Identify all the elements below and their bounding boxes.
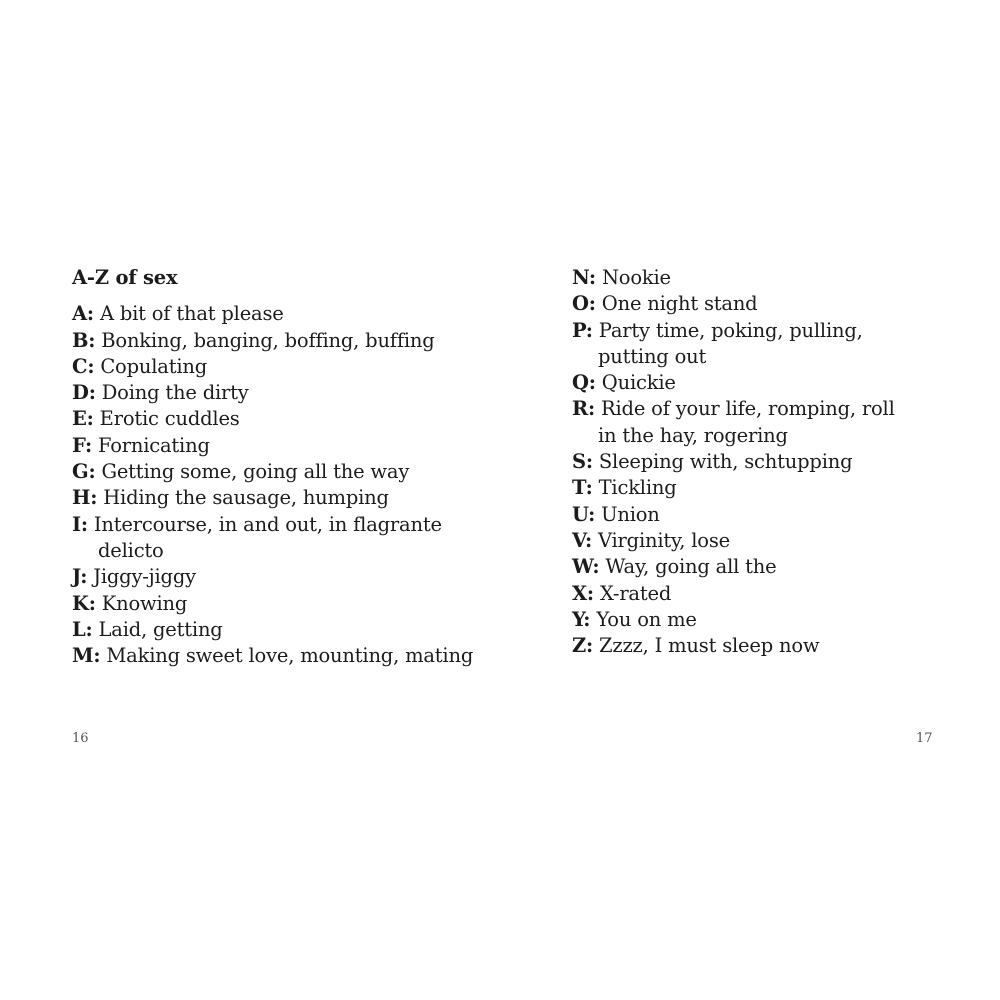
entry-text: Bonking, banging, boffing, buffing — [101, 328, 435, 352]
entry-letter: O: — [572, 292, 596, 316]
entry-letter: X: — [572, 581, 594, 605]
entry-letter: U: — [572, 502, 596, 526]
entry-text: X-rated — [599, 581, 672, 605]
entry-text: Ride of your life, romping, roll in the hay, rogering — [598, 397, 895, 447]
entry-text: Getting some, going all the way — [101, 460, 410, 484]
list-item — [72, 301, 492, 327]
list-item — [572, 291, 902, 317]
entry-text: Way, going all the — [605, 555, 777, 579]
list-item — [72, 354, 492, 380]
entry-text: Union — [601, 502, 660, 526]
list-item — [72, 485, 492, 511]
entry-letter: S: — [572, 450, 593, 474]
entry-letter: E: — [72, 407, 94, 431]
entry-text: Fornicating — [97, 433, 210, 457]
left-entry-list — [72, 301, 492, 669]
list-item — [572, 318, 902, 371]
list-item — [572, 633, 902, 659]
right-entry-list — [572, 265, 902, 659]
list-item — [572, 475, 902, 501]
entry-text: Copulating — [100, 354, 208, 378]
entry-letter: Y: — [572, 607, 591, 631]
entry-text: Jiggy-jiggy — [93, 565, 196, 589]
page-number-left: 16 — [72, 731, 89, 746]
entry-letter: Z: — [572, 634, 594, 658]
entry-text: Virginity, lose — [597, 528, 730, 552]
list-item — [572, 449, 902, 475]
left-page-content — [72, 265, 492, 669]
list-item — [572, 396, 902, 449]
right-page-content — [572, 265, 902, 659]
entry-text: Party time, poking, pulling, putting out — [598, 318, 863, 368]
list-item — [72, 564, 492, 590]
entry-text: Quickie — [601, 371, 676, 395]
entry-letter: V: — [572, 528, 592, 552]
list-item — [572, 502, 902, 528]
entry-text: Doing the dirty — [101, 381, 249, 405]
entry-text: Zzzz, I must sleep now — [599, 634, 820, 658]
entry-letter: P: — [572, 318, 593, 342]
list-item — [72, 459, 492, 485]
list-item — [72, 512, 492, 565]
list-item — [572, 581, 902, 607]
entry-text: Making sweet love, mounting, mating — [106, 644, 474, 668]
entry-letter: G: — [72, 460, 96, 484]
entry-letter: H: — [72, 486, 98, 510]
entry-letter: W: — [572, 555, 600, 579]
page-number-right: 17 — [916, 731, 933, 746]
entry-text: A bit of that please — [99, 302, 284, 326]
list-item — [572, 607, 902, 633]
list-item — [72, 591, 492, 617]
entry-letter: D: — [72, 381, 96, 405]
list-item — [72, 433, 492, 459]
list-item — [72, 328, 492, 354]
entry-text: Laid, getting — [98, 617, 223, 641]
list-item — [572, 528, 902, 554]
list-item — [72, 643, 492, 669]
entry-text: One night stand — [601, 292, 758, 316]
list-item — [572, 554, 902, 580]
entry-letter: R: — [572, 397, 596, 421]
entry-text: You on me — [596, 607, 697, 631]
list-item — [72, 380, 492, 406]
entry-letter: M: — [72, 644, 101, 668]
entry-text: Intercourse, in and out, in flagrante delicto — [93, 512, 442, 562]
entry-letter: I: — [72, 512, 88, 536]
page-heading: A-Z of sex — [72, 266, 178, 289]
list-item — [72, 406, 492, 432]
entry-letter: C: — [72, 354, 95, 378]
entry-text: Knowing — [101, 591, 188, 615]
entry-letter: Q: — [572, 371, 596, 395]
entry-letter: J: — [72, 565, 88, 589]
list-item — [572, 370, 902, 396]
entry-letter: F: — [72, 433, 92, 457]
entry-text: Sleeping with, schtupping — [598, 450, 853, 474]
entry-letter: B: — [72, 328, 96, 352]
entry-text: Hiding the sausage, humping — [103, 486, 389, 510]
list-item — [72, 617, 492, 643]
entry-text: Tickling — [598, 476, 677, 500]
list-item — [572, 265, 902, 291]
entry-text: Erotic cuddles — [99, 407, 240, 431]
entry-letter: K: — [72, 591, 96, 615]
entry-letter: N: — [572, 266, 596, 289]
entry-letter: L: — [72, 617, 93, 641]
entry-text: Nookie — [601, 266, 671, 289]
entry-letter: A: — [72, 302, 94, 326]
entry-letter: T: — [572, 476, 593, 500]
